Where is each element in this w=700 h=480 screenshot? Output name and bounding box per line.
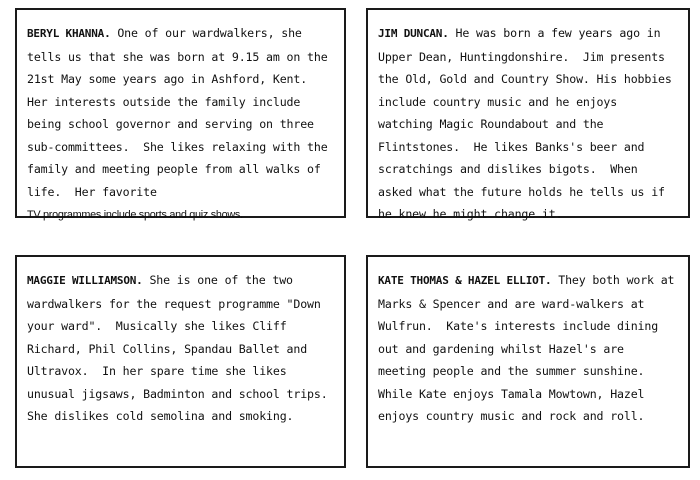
card-paragraph <box>378 269 682 428</box>
profile-card-beryl-khanna <box>15 8 346 221</box>
card-paragraph <box>27 22 334 227</box>
card-name: KATE THOMAS & HAZEL ELLIOT. <box>378 274 552 287</box>
profile-card-maggie-williamson <box>15 255 346 468</box>
card-name: BERYL KHANNA. <box>27 27 111 40</box>
card-text: One of our wardwalkers, she tells us that she was born at 9.15 am on the 21st May some years ago in Ashford, Kent. Her interests outside the family include being school governor and serving on three sub-committees. She likes relaxing with the family and meeting people from all walks of life. Her favorite <box>27 26 335 199</box>
profile-card-kate-thomas-hazel-elliot <box>366 255 690 468</box>
card-text: He was born a few years ago in Upper Dean, Huntingdonshire. Jim presents the Old, Gold and Country Show. His hobbies include country music and he enjoys watching Magic Roundabout and the Flintstones. He likes Banks's beer and scratchings and dislikes bigots. When asked what the future holds he tells us if he knew he might change it. <box>378 26 679 221</box>
card-paragraph <box>27 269 342 428</box>
card-paragraph <box>378 22 678 226</box>
card-name: MAGGIE WILLIAMSON. <box>27 274 143 287</box>
card-text: She is one of the two wardwalkers for the request programme "Down your ward". Musically she likes Cliff Richard, Phil Collins, Spandau Ballet and Ultravox. In her spare time she likes unusual jigsaws, Badminton and school trips. She dislikes cold semolina and smoking. <box>27 273 342 423</box>
card-text: They both work at Marks & Spencer and are ward-walkers at Wulfrun. Kate's interests include dining out and gardening whilst Hazel's are meeting people and the summer sunshine. While Kate enjoys Tamala Mowtown, Hazel enjoys country music and rock and roll. <box>378 273 682 423</box>
card-name: JIM DUNCAN. <box>378 27 449 40</box>
card-handwritten-line: TV programmes include sports and quiz shows. <box>27 209 243 221</box>
profile-card-jim-duncan <box>366 8 690 221</box>
